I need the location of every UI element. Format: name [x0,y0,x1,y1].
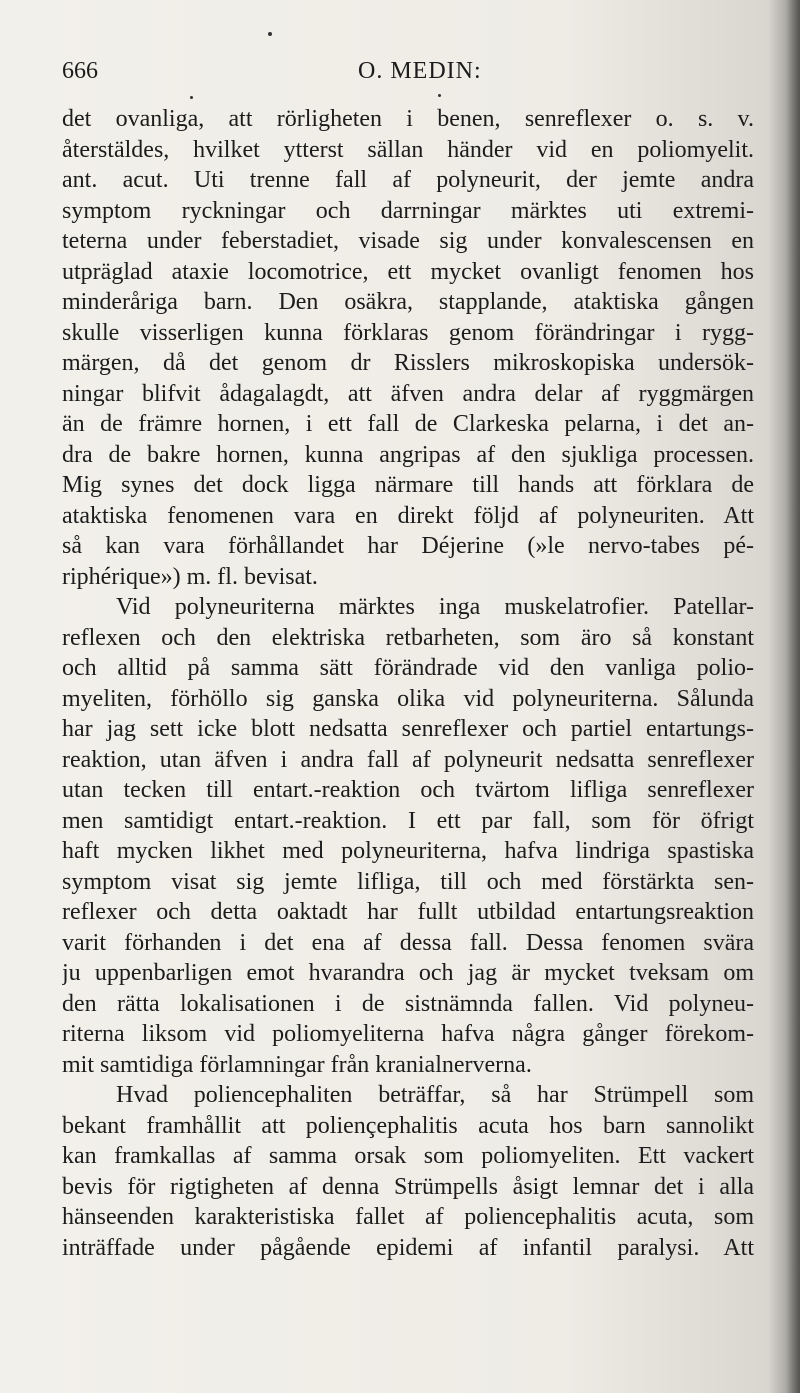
text-line: och alltid på samma sätt förändrade vid den vanliga polio- [62,655,754,681]
text-line: varit förhanden i det ena af dessa fall. Dessa fenomen svära [62,929,754,956]
print-speck [268,32,272,36]
text-line: riphérique») m. fl. bevisat. [62,563,318,590]
text-line: mit samtidiga förlamningar från kranialnerverna. [62,1051,532,1078]
body-text [62,104,754,1263]
text-line: Hvad poliencephaliten beträffar, så har Strümpell som [116,1082,754,1108]
text-line: ju uppenbarligen emot hvarandra och jag är mycket tveksam om [62,960,754,986]
text-line: myeliten, förhöllo sig ganska olika vid polyneuriterna. Sålunda [62,685,754,712]
text-line: symptom ryckningar och darrningar märktes uti extremi- [62,197,754,224]
running-head: O. MEDIN: [358,58,482,84]
print-speck [190,96,193,99]
text-line: utan tecken till entart.-reaktion och tvärtom lifliga senreflexer [62,777,754,803]
page-number: 666 [62,58,98,84]
page-header [62,58,752,92]
text-line: inträffade under pågående epidemi af infantil paralysi. Att [62,1234,754,1261]
text-line: symptom visat sig jemte lifliga, till och med förstärkta sen- [62,868,754,895]
text-line: märgen, då det genom dr Risslers mikroskopiska undersök- [62,350,754,376]
text-line: återstäldes, hvilket ytterst sällan händer vid en poliomyelit. [62,136,754,163]
text-line: så kan vara förhållandet har Déjerine (»le nervo-tabes pé- [62,533,754,559]
text-line: bevis för rigtigheten af denna Strümpells åsigt lemnar det i alla [62,1173,754,1200]
text-line: ningar blifvit ådagalagdt, att äfven andra delar af ryggmärgen [62,380,754,407]
text-line: ant. acut. Uti trenne fall af polyneurit, der jemte andra [62,167,754,193]
text-line: utpräglad ataxie locomotrice, ett mycket ovanligt fenomen hos [62,258,754,285]
text-line: skulle visserligen kunna förklaras genom förändringar i rygg- [62,319,754,346]
print-speck [438,94,441,97]
text-line: riterna liksom vid poliomyeliterna hafva några gånger förekom- [62,1021,754,1047]
text-line: reflexen och den elektriska retbarheten, som äro så konstant [62,624,754,651]
text-line: har jag sett icke blott nedsatta senreflexer och partiel entartungs- [62,716,754,742]
text-line: teterna under feberstadiet, visade sig under konvalescensen en [62,228,754,254]
text-line: reaktion, utan äfven i andra fall af polyneurit nedsatta senreflexer [62,746,754,773]
text-line: haft mycken likhet med polyneuriterna, hafva lindriga spastiska [62,838,754,864]
text-line: hänseenden karakteristiska fallet af poliencephalitis acuta, som [62,1204,754,1230]
text-line: det ovanliga, att rörligheten i benen, senreflexer o. s. v. [62,106,754,132]
text-line: bekant framhållit att poliençephalitis acuta hos barn sannolikt [62,1112,754,1139]
text-line: Vid polyneuriterna märktes inga muskelatrofier. Patellar- [116,594,754,620]
text-line: minderåriga barn. Den osäkra, stapplande, ataktiska gången [62,289,754,315]
page-edge-shadow [786,0,800,1393]
text-line: Mig synes det dock ligga närmare till hands att förklara de [62,472,754,498]
text-line: ataktiska fenomenen vara en direkt följd af polyneuriten. Att [62,502,754,529]
text-line: än de främre hornen, i ett fall de Clarkeska pelarna, i det an- [62,411,754,437]
text-line: reflexer och detta oaktadt har fullt utbildad entartungsreaktion [62,899,754,925]
text-line: den rätta lokalisationen i de sistnämnda fallen. Vid polyneu- [62,990,754,1017]
text-line: dra de bakre hornen, kunna angripas af den sjukliga processen. [62,441,754,468]
text-line: kan framkallas af samma orsak som poliomyeliten. Ett vackert [62,1143,754,1169]
text-line: men samtidigt entart.-reaktion. I ett par fall, som för öfrigt [62,807,754,834]
